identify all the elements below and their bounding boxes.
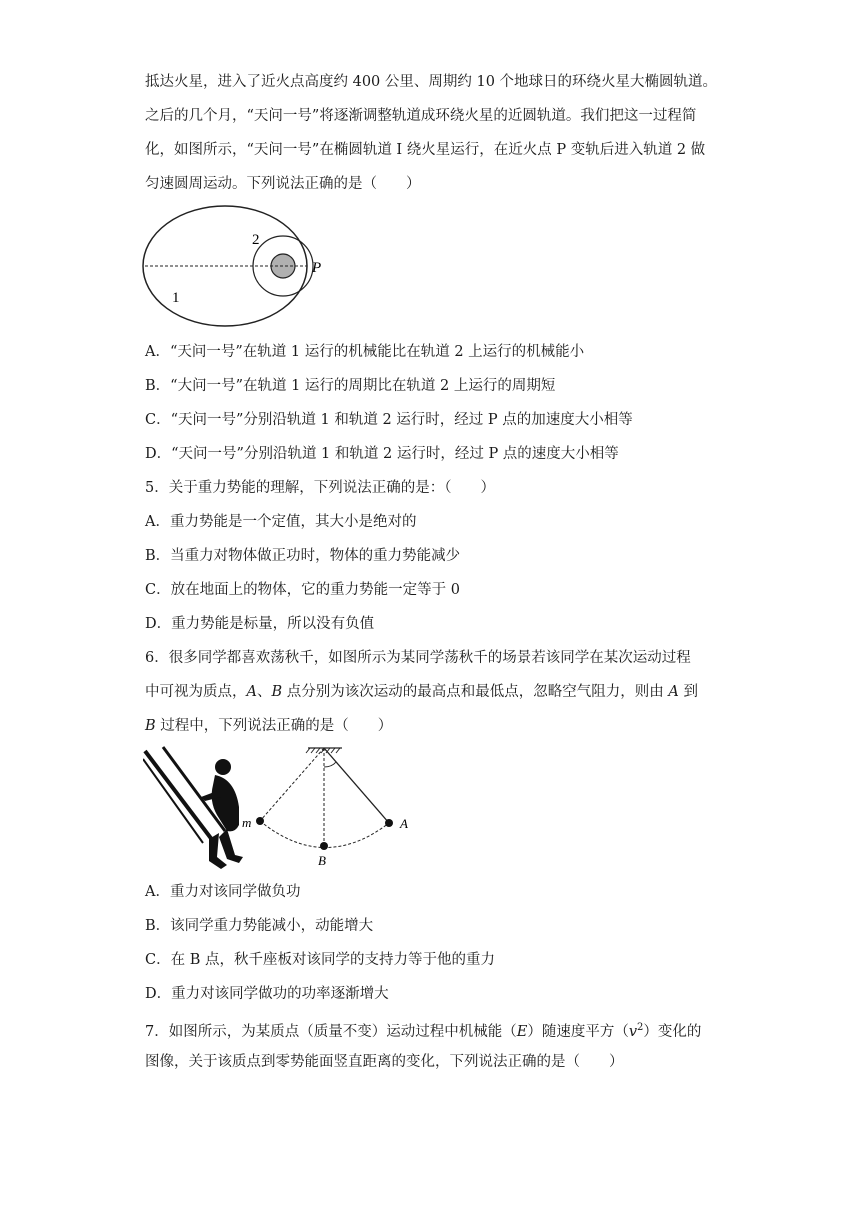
label-orbit-1: 1 — [172, 290, 180, 306]
q7-stem-line-2: 图像，关于该质点到零势能面竖直距离的变化，下列说法正确的是（ ） — [145, 1054, 624, 1070]
q6-l3-point-b: B — [145, 718, 156, 734]
q4-option-c[interactable]: C．“天问一号”分别沿轨道 1 和轨道 2 运行时，经过 P 点的加速度大小相等 — [145, 412, 633, 428]
label-a: A — [400, 816, 408, 831]
q5-option-d[interactable]: D．重力势能是标量，所以没有负值 — [145, 616, 375, 632]
q4-option-b[interactable]: B．“大问一号”在轨道 1 运行的周期比在轨道 2 上运行的周期短 — [145, 378, 556, 394]
orbit-figure — [140, 198, 340, 333]
q6-l2-point-b: B — [271, 684, 283, 700]
q6-l2-point-a: A — [246, 684, 257, 700]
point-b-dot — [320, 842, 328, 850]
q6-l2-point-a2: A — [668, 684, 679, 700]
q6-l2-d: 到 — [678, 684, 698, 700]
q7-l1-c: ）变化的 — [643, 1023, 702, 1040]
label-point-p: P — [312, 260, 322, 276]
q4-option-d[interactable]: D．“天问一号”分别沿轨道 1 和轨道 2 运行时，经过 P 点的速度大小相等 — [145, 446, 619, 462]
left-dashed-string — [260, 748, 324, 821]
q7-l1-sup: 2 — [637, 1022, 644, 1033]
q7-l1-e: E — [516, 1023, 528, 1040]
q6-l2-b: 、 — [256, 684, 272, 700]
q5-option-a[interactable]: A．重力势能是一个定值，其大小是绝对的 — [145, 514, 417, 530]
angle-arc — [324, 762, 336, 767]
swing-silhouette-image — [143, 745, 248, 875]
q6-option-a[interactable]: A．重力对该同学做负功 — [145, 884, 301, 900]
label-orbit-2: 2 — [252, 232, 260, 248]
q6-option-d[interactable]: D．重力对该同学做功的功率逐渐增大 — [145, 986, 389, 1002]
q6-l3-rest: 过程中，下列说法正确的是（ ） — [155, 718, 393, 734]
q4-stem-line-2: 之后的几个月，“天问一号”将逐渐调整轨道成环绕火星的近圆轨道。我们把这一过程简 — [145, 108, 697, 124]
q4-stem-line-3: 化，如图所示，“天问一号”在椭圆轨道 I 绕火星运行，在近火点 P 变轨后进入轨道 2 做 — [145, 142, 706, 158]
q4-stem-line-4: 匀速圆周运动。下列说法正确的是（ ） — [145, 176, 421, 192]
label-b: B — [318, 853, 326, 868]
q7-l1-v: v — [628, 1023, 638, 1040]
q6-stem-line-3 — [145, 716, 392, 736]
point-m-dot — [256, 817, 264, 825]
point-a-dot — [385, 819, 393, 827]
q6-l2-a: 中可视为质点， — [145, 684, 247, 700]
q5-option-b[interactable]: B．当重力对物体做正功时，物体的重力势能减少 — [145, 548, 461, 564]
q7-stem-line-1 — [145, 1018, 701, 1042]
q6-stem-line-1: 6．很多同学都喜欢荡秋千，如图所示为某同学荡秋千的场景若该同学在某次运动过程 — [145, 650, 691, 666]
pendulum-string — [324, 748, 389, 823]
q6-option-b[interactable]: B．该同学重力势能减小，动能增大 — [145, 918, 374, 934]
q7-l1-b: ）随速度平方（ — [527, 1023, 629, 1040]
q5-option-c[interactable]: C．放在地面上的物体，它的重力势能一定等于 0 — [145, 582, 460, 598]
q5-stem: 5．关于重力势能的理解，下列说法正确的是：（ ） — [145, 480, 495, 496]
q4-stem-line-1: 抵达火星，进入了近火点高度约 400 公里、周期约 10 个地球日的环绕火星大椭圆轨道。 — [145, 74, 718, 90]
pendulum-diagram — [240, 745, 420, 870]
label-m: m — [242, 815, 252, 830]
q6-option-c[interactable]: C．在 B 点，秋千座板对该同学的支持力等于他的重力 — [145, 952, 495, 968]
q7-l1-a: 7．如图所示，为某质点（质量不变）运动过程中机械能（ — [145, 1023, 517, 1040]
q4-option-a[interactable]: A．“天问一号”在轨道 1 运行的机械能比在轨道 2 上运行的机械能小 — [145, 344, 585, 360]
q6-l2-c: 点分别为该次运动的最高点和最低点，忽略空气阻力，则由 — [282, 684, 669, 700]
q6-stem-line-2 — [145, 682, 698, 702]
